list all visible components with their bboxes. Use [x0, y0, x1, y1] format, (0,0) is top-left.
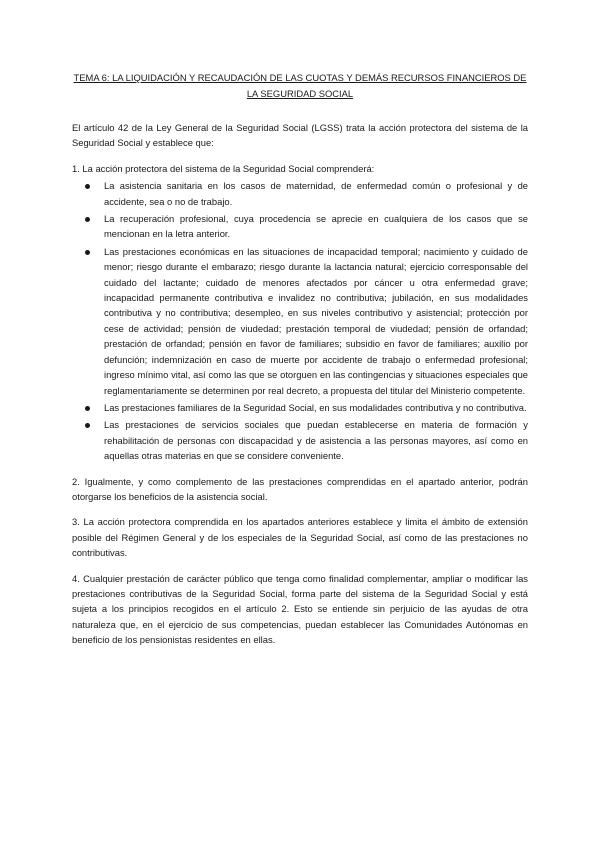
list-item-text: Las prestaciones familiares de la Seguridad Social, en sus modalidades contributiva y no contributiva. — [104, 401, 527, 413]
document-page — [72, 70, 528, 658]
list-item — [72, 178, 528, 209]
bullet-icon — [85, 250, 90, 255]
list-item — [72, 417, 528, 463]
bullet-icon — [85, 423, 90, 428]
section-1-heading: 1. La acción protectora del sistema de la Seguridad Social comprenderá: — [72, 162, 375, 174]
list-item-text: Las prestaciones de servicios sociales que puedan establecerse en materia de formación y rehabilitación de personas con discapacidad y de asistencia a las personas mayores, así como en aquellas otras materias en que se considere conveniente. — [104, 419, 528, 462]
bullet-icon — [85, 217, 90, 222]
paragraph-2: 2. Igualmente, y como complemento de las prestaciones comprendidas en el apartado anterior, podrán otorgarse los beneficios de la asistencia social. — [72, 475, 528, 502]
list-item-text: La recuperación profesional, cuya procedencia se aprecie en cualquiera de los casos que se mencionan en la letra anterior. — [104, 213, 528, 240]
bullet-icon — [85, 406, 90, 411]
list-item-text: Las prestaciones económicas en las situaciones de incapacidad temporal; nacimiento y cuidado de menor; riesgo durante el embarazo; riesgo durante la lactancia natural; ejercicio corresponsable del cuidado del lactante; cuidado de menores afectados por cáncer u otra enfermedad grave; incapacidad permanente contributiva e invalidez no contributiva; jubilación, en sus modalidades contributiva y no contributiva; desempleo, en sus niveles contributivo y asistencial; protección por cese de actividad; pensión de viudedad; prestación temporal de viudedad; pensión de orfandad; prestación de orfandad; pensión en favor de familiares; subsidio en favor de familiares; auxilio por defunción; indemnización en caso de muerte por accidente de trabajo o enfermedad profesional; ingreso mínimo vital, así como las que se otorguen en las contingencias y situaciones especiales que reglamentariamente se determinen por real decreto, a propuesta del titular del Ministerio competente. — [104, 245, 528, 396]
bullet-icon — [85, 184, 90, 189]
list-item — [72, 211, 528, 242]
list-item — [72, 400, 528, 415]
paragraph-4: 4. Cualquier prestación de carácter público que tenga como finalidad complementar, ampliar o modificar las prestaciones contributivas de la Seguridad Social, forma parte del sistema de la Seguridad Social y está sujeta a los principios recogidos en el artículo 2. Esto se entiende sin perjuicio de las ayudas de otra naturaleza que, en el ejercicio de sus competencias, puedan establecer las Comunidades Autónomas en beneficio de los pensionistas residentes en ellas. — [72, 572, 528, 646]
paragraph-3: 3. La acción protectora comprendida en los apartados anteriores establece y limita el ámbito de extensión posible del Régimen General y de los especiales de la Seguridad Social, así como de las prestaciones no contributivas. — [72, 516, 528, 559]
list-item — [72, 244, 528, 398]
intro-paragraph: El artículo 42 de la Ley General de la Seguridad Social (LGSS) trata la acción protectora del sistema de la Seguridad Social y establece que: — [72, 122, 528, 149]
list-item-text: La asistencia sanitaria en los casos de maternidad, de enfermedad común o profesional y de accidente, sea o no de trabajo. — [104, 180, 528, 207]
document-title: TEMA 6: LA LIQUIDACIÓN Y RECAUDACIÓN DE LAS CUOTAS Y DEMÁS RECURSOS FINANCIEROS DE LA SEGURIDAD SOCIAL — [73, 72, 527, 99]
bullet-list — [72, 178, 528, 463]
